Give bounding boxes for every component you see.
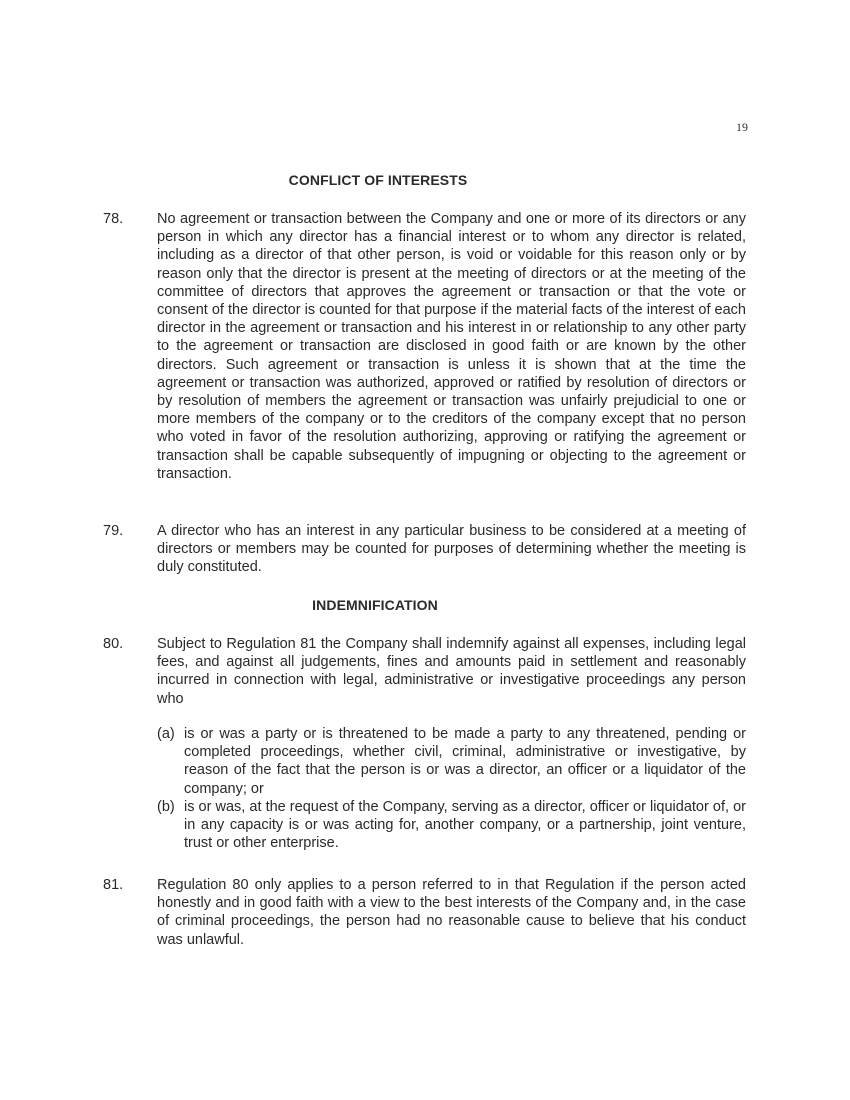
section-heading-indemnification: INDEMNIFICATION bbox=[312, 597, 438, 613]
paragraph-number: 78. bbox=[103, 211, 124, 227]
paragraph-number: 79. bbox=[103, 523, 124, 539]
subitem-label: (a) bbox=[157, 726, 175, 742]
subitem-text: is or was a party or is threatened to be made a party to any threatened, pending or completed proceedings, whether civil, criminal, administrative or investigative, by reason of the fact that the person is or was a director, an officer or a liquidator of the company; or bbox=[184, 726, 746, 797]
paragraph-text: Subject to Regulation 81 the Company shall indemnify against all expenses, including legal fees, and against all judgements, fines and amounts paid in settlement and reasonably incurred in connection with legal, administrative or investigative proceedings any person who bbox=[157, 636, 746, 707]
paragraph-text: A director who has an interest in any particular business to be considered at a meeting of directors or members may be counted for purposes of determining whether the meeting is duly constituted. bbox=[157, 523, 746, 576]
section-heading-conflict-of-interests: CONFLICT OF INTERESTS bbox=[288, 172, 468, 188]
paragraph-number: 81. bbox=[103, 877, 124, 893]
page-number: 19 bbox=[736, 120, 748, 134]
subitem-label: (b) bbox=[157, 799, 175, 815]
subitem-text: is or was, at the request of the Company, serving as a director, officer or liquidator of, or in any capacity is or was acting for, another company, or a partnership, joint venture, trust or other enterprise. bbox=[184, 799, 746, 852]
paragraph-text: No agreement or transaction between the Company and one or more of its directors or any person in which any director has a financial interest or to whom any director is related, including as a director of that other person, is void or voidable for this reason only or by reason only that the director is present at the meeting of directors or at the meeting of the committee of directors that approves the agreement or transaction or that the vote or consent of the director is counted for that purpose if the material facts of the interest of each director in the agreement or transaction and his interest in or relationship to any other party to the agreement or transaction are disclosed in good faith or are known by the other directors. Such agreement or transaction is unless it is shown that at the time the agreement or transaction was authorized, approved or ratified by resolution of directors or by resolution of members the agreement or transaction was unfairly prejudicial to one or more members of the company or to the creditors of the company except that no person who voted in favor of the resolution authorizing, approving or ratifying the agreement or transaction shall be capable subsequently of impugning or objecting to the agreement or transaction. bbox=[157, 211, 746, 482]
paragraph-text: Regulation 80 only applies to a person referred to in that Regulation if the person acted honestly and in good faith with a view to the best interests of the Company and, in the case of criminal proceedings, the person had no reasonable cause to believe that his conduct was unlawful. bbox=[157, 877, 746, 948]
paragraph-number: 80. bbox=[103, 636, 124, 652]
